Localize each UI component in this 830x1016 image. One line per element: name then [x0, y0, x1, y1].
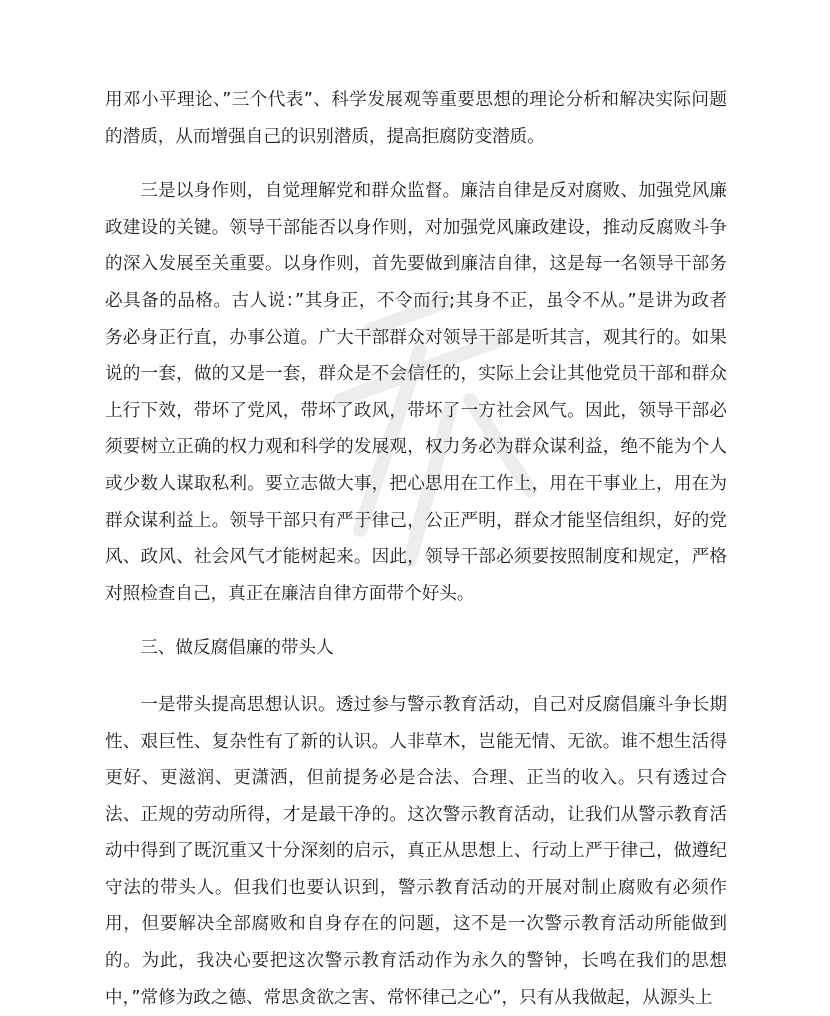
- document-body: [105, 82, 727, 1016]
- section-heading: 三、做反腐倡廉的带头人: [140, 638, 334, 659]
- paragraph-gap: [105, 612, 727, 630]
- paragraph-point-three: 三是以身作则，自觉理解党和群众监督。廉洁自律是反对腐败、加强党风廉政建设的关键。领导干部能否以身作则，对加强党风廉政建设，推动反腐败斗争的深入发展至关重要。以身作则，首先要做到廉洁自律，这是每一名领导干部务必具备的品格。古人说：”其身正，不令而行;其身不正，虽令不从。”是讲为政者务必身正行直，办事公道。广大干部群众对领导干部是听其言，观其行的。如果说的一套，做的又是一套，群众是不会信任的，实际上会让其他党员干部和群众上行下效，带坏了党风，带坏了政风，带坏了一方社会风气。因此，领导干部必须要树立正确的权力观和科学的发展观，权力务必为群众谋利益，绝不能为个人或少数人谋取私利。要立志做大事，把心思用在工作上，用在干事业上，用在为群众谋利益上。领导干部只有严于律己，公正严明，群众才能坚信组织，好的党风、政风、社会风气才能树起来。因此，领导干部必须要按照制度和规定，严格对照检查自己，真正在廉洁自律方面带个好头。: [105, 181, 727, 604]
- paragraph-gap: [105, 667, 727, 687]
- paragraph-gap: [105, 155, 727, 173]
- paragraph-continued: 用邓小平理论、”三个代表”、科学发展观等重要思想的理论分析和解决实际问题的潜质，从而增强自己的识别潜质，提高拒腐防变潜质。: [105, 90, 727, 147]
- paragraph-point-one: 一是带头提高思想认识。透过参与警示教育活动，自己对反腐倡廉斗争长期性、艰巨性、复杂性有了新的认识。人非草木，岂能无情、无欲。谁不想生活得更好、更滋润、更潇洒，但前提务必是合法、合理、正当的收入。只有透过合法、正规的劳动所得，才是最干净的。这次警示教育活动，让我们从警示教育活动中得到了既沉重又十分深刻的启示，真正从思想上、行动上严于律己，做遵纪守法的带头人。但我们也要认识到，警示教育活动的开展对制止腐败有必须作用，但要解决全部腐败和自身存在的问题，这不是一次警示教育活动所能做到的。为此，我决心要把这次警示教育活动作为永久的警钟，长鸣在我们的思想中，”常修为政之德、常思贪欲之害、常怀律己之心”，只有从我做起，从源头上: [105, 694, 727, 1008]
